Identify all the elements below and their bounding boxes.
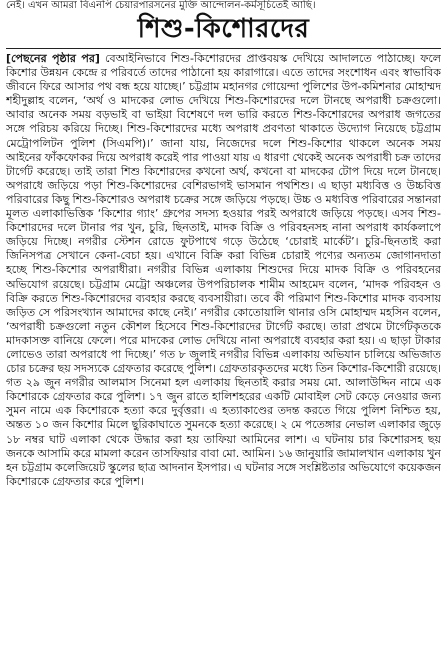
article-body — [6, 52, 441, 642]
headline: শিশু-কিশোরদের — [137, 14, 310, 44]
article-text: বেআইনিভাবে শিশু-কিশোরদের প্রাপ্তবয়স্ক দেখিয়ে আদালতে পাঠাচ্ছে। ফলে কিশোর উন্নয়ন কেন্দ্রে র পরিবর্তে তাদের পাঠানো হয় কারাগারে। এতে তাদের সংশোধন এবং স্বাভাবিক জীবনে ফিরে আসার পথ বন্ধ হয়ে যাচ্ছে।’ চট্টগ্রাম মহানগর গোয়েন্দা পুলিশের উপ-কমিশনার মোহাম্মদ শহীদুল্লাহ বলেন, ‘অর্থ ও মাদকের লোভ দেখিয়ে শিশু-কিশোরদের দলে টানছে অপরাধী চক্রগুলো। আবার অনেক সময় বড়ভাই বা ভাইয়া বিশেষণে দল ভারি করতে শিশু-কিশোরদের অপরাধ জগতের সঙ্গে পরিচয় করিয়ে দিচ্ছে। শিশু-কিশোরদের মধ্যে অপরাধ প্রবণতা থাকাতে উদ্যোগ নিয়েছে চট্টগ্রাম মেট্রোপলিটন পুলিশ (সিএমপি)।’ জানা যায়, নিজেদের দলে শিশু-কিশোর থাকলে অনেক সময় আইনের ফাঁকফোকর দিয়ে অপরাধ করেই পার পাওয়া যায় এ ধারণা থেকেই অনেক অপরাধী চক্র তাদের টার্গেট করেছে। তাই তারা শিশু কিশোরদের কখনো অর্থ, কখনো বা মাদকের টোপ দিয়ে দলে টানছে। অপরাধে জড়িয়ে পড়া শিশু-কিশোরদের বেশিরভাগই ভাসমান পথশিশু। এ ছাড়া মধ্যবিত্ত ও উচ্চবিত্ত পরিবারের কিছু শিশু-কিশোরও অপরাধ চক্রের সঙ্গে জড়িয়ে পড়ছে। উচ্চ ও মধ্যবিত্ত পরিবারের সন্তানরা মূলত এলাকাভিত্তিক ‘কিশোর গ্যাং’ গ্রুপের সদস্য হওয়ার পরই অপরাধে জড়িয়ে পড়ছে। এসব শিশু-কিশোরদের দলে টানার পর খুন, চুরি, ছিনতাই, মাদক বিক্রি ও পরিবহনসহ নানা অপরাধ কার্যকলাপে জড়িয়ে দিচ্ছে। নগরীর স্টেশন রোডে ফুটপাথে গড়ে উঠেছে ‘চোরাই মার্কেট’। চুরি-ছিনতাই করা জিনিসপত্র সেখানে কেনা-বেচা হয়। এখানে বিক্রি করা বিভিন্ন চোরাই পণ্যের অন্যতম জোগানদাতা হচ্ছে শিশু-কিশোর অপরাধীরা। নগরীর বিভিন্ন এলাকায় শিশুদের দিয়ে মাদক বিক্রি ও পরিবহনের অভিযোগ রয়েছে। চট্টগ্রাম মেট্রো অঞ্চলের উপপরিচালক শামীম আহমেদ বলেন, ‘মাদক পরিবহন ও বিক্রি করতে শিশু-কিশোরদের ব্যবহার করছে ব্যবসায়ীরা। তবে কী পরিমাণ শিশু-কিশোর মাদক ব্যবসায় জড়িত সে পরিসংখ্যান আমাদের কাছে নেই।’ নগরীর কোতোয়ালি থানার ওসি মোহাম্মদ মহসিন বলেন, ‘অপরাধী চক্রগুলো নতুন কৌশল হিসেবে শিশু-কিশোরদের টার্গেট করছে। তারা প্রথমে টার্গেটকৃতকে মাদকাসক্ত বানিয়ে ফেলে। পরে মাদকের লোভ দেখিয়ে নানা অপরাধে ব্যবহার করা হয়। এ ছাড়া টাকার লোভেও তারা অপরাধে পা দিচ্ছে।’ গত ৮ জুলাই নগরীর বিভিন্ন এলাকায় অভিযান চালিয়ে অভিজাত চোর চক্রের ছয় সদস্যকে গ্রেফতার করেছে পুলিশ। গ্রেফতারকৃতদের মধ্যে তিন কিশোর-কিশোরী রয়েছে। গত ২৯ জুন নগরীর আলমাস সিনেমা হল এলাকায় ছিনতাই করার সময় মো. আলাউদ্দিন নামে এক কিশোরকে গ্রেফতার করে পুলিশ। ১৭ জুন রাতে হালিশহরের একটি মোবাইল সেট কেড়ে নেওয়ার জন্য সুমন নামে এক কিশোরকে হত্যা করে দুর্বৃত্তরা। এ হত্যাকাণ্ডের তদন্ত করতে গিয়ে পুলিশ নিশ্চিত হয়, অন্তত ১০ জন কিশোর মিলে ছুরিকাঘাতে সুমনকে হত্যা করেছে। ২ মে পতেঙ্গার নেভাল এলাকার জুড়ে ১৮ নম্বর ঘাট এলাকা থেকে উদ্ধার করা হয় তাফিয়া আমিনের লাশ। এ ঘটনায় চার কিশোরসহ ছয় জনকে আসামি করে মামলা করেন তাসফিয়ার বাবা মো. আমিন। ১৬ জানুয়ারি জামালখান এলাকায় খুন হন চট্টগ্রাম কলেজিয়েট স্কুলের ছাত্র আদনান ইসপার। এ ঘটনার সঙ্গে সংশ্লিষ্টতার অভিযোগে কয়েকজন কিশোরকে গ্রেফতার করে পুলিশ। — [6, 52, 441, 488]
continuation-label: [পেছনের পৃষ্ঠার পর] — [6, 52, 100, 65]
previous-column-fragment: নেই। এখন আমরা বিএনপি চেয়ারপারসনের মুক্তি আন্দোলন-কর্মসূচিতেই আছি। — [6, 0, 316, 11]
headline-divider — [6, 48, 441, 49]
